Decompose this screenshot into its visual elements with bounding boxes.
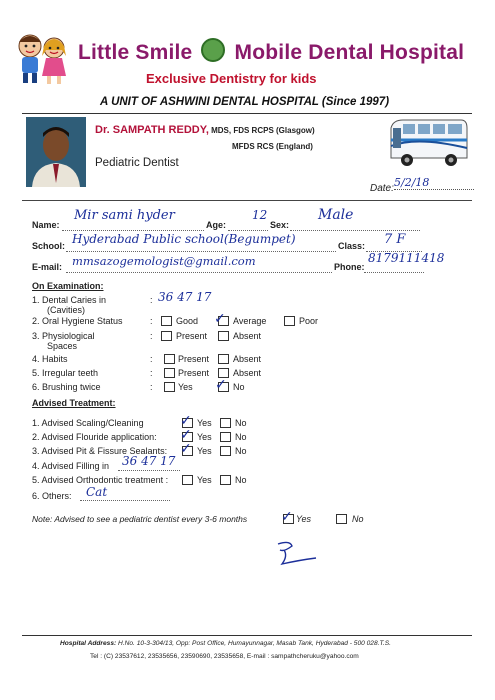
caries-sub: (Cavities) [47,305,86,315]
hospital-contacts: Tel : (C) 23537612, 23535656, 23590690, 23535658, E-mail : sampathcheruku@yahoo.com [90,653,359,660]
habits-present-label: Present [178,354,210,364]
footer-divider [22,635,472,636]
habits-absent-checkbox[interactable] [218,354,229,364]
physio-sub: Spaces [47,341,78,351]
scaling-no-checkbox[interactable] [220,418,231,428]
title-left: Little Smile [78,41,193,64]
hospital-subtitle: Exclusive Dentistry for kids [146,71,317,86]
brushing-yes-label: Yes [178,382,193,392]
sealants-no-label: No [235,446,247,456]
hygiene-poor-label: Poor [299,316,319,326]
header-divider [22,200,472,201]
school-value: Hyderabad Public school(Begumpet) [72,232,296,246]
brushing-yes-checkbox[interactable] [164,382,175,392]
filling-value: 36 47 17 [122,454,176,468]
scaling-label: 1. Advised Scaling/Cleaning [32,418,144,428]
email-line [66,272,332,273]
habits-present-checkbox[interactable] [164,354,175,364]
note-yes-label: Yes [296,514,312,524]
hygiene-good-checkbox[interactable] [161,316,172,326]
physio-present-checkbox[interactable] [161,331,172,341]
physio-present-label: Present [176,331,208,341]
doctor-signature [270,538,326,572]
scaling-yes-tick-icon: ✓ [180,412,192,428]
hygiene-good-label: Good [176,316,199,326]
treatment-heading: Advised Treatment: [32,398,116,408]
brushing-label: 6. Brushing twice [32,382,101,392]
irregular-label: 5. Irregular teeth [32,368,99,378]
ortho-yes-label: Yes [197,475,212,485]
others-label: 6. Others: [32,491,72,501]
sealants-label: 3. Advised Pit & Fissure Sealants: [32,446,168,456]
hygiene-label: 2. Oral Hygiene Status [32,316,123,326]
fluoride-no-checkbox[interactable] [220,432,231,442]
address-text: H.No. 10-3-304/13, Opp: Post Office, Humayunnagar, Masab Tank, Hyderabad - 500 028.T.S. [116,640,391,647]
caries-label: 1. Dental Caries in [32,295,107,305]
name-line [62,230,204,231]
brushing-no-label: No [233,382,245,392]
note-text: Note: Advised to see a pediatric dentist every 3-6 months [32,514,248,524]
ortho-yes-checkbox[interactable] [182,475,193,485]
age-line [228,230,268,231]
ortho-no-checkbox[interactable] [220,475,231,485]
class-value: 7 F [384,232,406,247]
sealants-yes-tick-icon: ✓ [180,440,192,456]
fluoride-yes-label: Yes [197,432,212,442]
class-label: Class: [338,241,366,251]
title-right: Mobile Dental Hospital [234,41,465,64]
irregular-present-label: Present [178,368,210,378]
fluoride-no-label: No [235,432,247,442]
date-label: Date: [370,183,394,194]
name-label: Name: [32,220,60,230]
irregular-absent-label: Absent [233,368,262,378]
irregular-present-checkbox[interactable] [164,368,175,378]
others-line [80,500,170,501]
brushing-no-tick-icon: ✓ [215,376,227,392]
fluoride-label: 2. Advised Flouride application: [32,432,157,442]
phone-label: Phone: [334,262,365,272]
examination-heading: On Examination: [32,281,104,291]
scaling-no-label: No [235,418,247,428]
school-line [66,251,336,252]
kids-logo-icon [10,30,74,86]
hospital-address [60,640,391,647]
mobile-bus-icon [387,114,469,172]
sex-line [290,230,420,231]
date-value: 5/2/18 [394,176,474,190]
doctor-degrees-1: MDS, FDS RCPS (Glasgow) [208,126,315,135]
hygiene-average-tick-icon: ✓ [214,310,226,326]
doctor-name-text: Dr. SAMPATH REDDY, [95,124,209,136]
email-value: mmsazogemologist@gmail.com [72,254,256,268]
age-label: Age: [206,220,226,230]
note-yes-tick-icon: ✓ [281,508,293,524]
caries-value: 36 47 17 [158,290,212,304]
address-label: Hospital Address: [60,640,117,647]
school-label: School: [32,241,65,251]
tooth-badge-icon [201,38,225,62]
sex-label: Sex: [270,220,290,230]
sealants-yes-label: Yes [197,446,212,456]
doctor-degrees-2: MFDS RCS (England) [232,142,313,151]
doctor-role: Pediatric Dentist [95,157,179,169]
doctor-photo [26,117,86,187]
hospital-title [78,38,464,65]
physio-absent-checkbox[interactable] [218,331,229,341]
age-value: 12 [252,208,268,222]
hygiene-poor-checkbox[interactable] [284,316,295,326]
fluoride-yes-tick-icon: ✓ [180,426,192,442]
name-value: Mir sami hyder [74,208,175,223]
habits-absent-label: Absent [233,354,262,364]
physio-absent-label: Absent [233,331,262,341]
filling-line [118,470,180,471]
others-value: Cat [86,485,108,499]
hygiene-average-label: Average [233,316,267,326]
note-no-label: No [352,514,364,524]
habits-label: 4. Habits [32,354,68,364]
phone-value: 8179111418 [368,251,445,265]
filling-label: 4. Advised Filling in [32,461,110,471]
ortho-label: 5. Advised Orthodontic treatment : [32,475,169,485]
sealants-no-checkbox[interactable] [220,446,231,456]
note-no-checkbox[interactable] [336,514,347,524]
email-label: E-mail: [32,262,63,272]
physio-label: 3. Physiological [32,331,95,341]
unit-line: A UNIT OF ASHWINI DENTAL HOSPITAL (Since 1997) [100,96,390,108]
doctor-name [95,124,315,136]
phone-line [364,272,424,273]
ortho-no-label: No [235,475,247,485]
scaling-yes-label: Yes [197,418,212,428]
sex-value: Male [318,207,354,223]
